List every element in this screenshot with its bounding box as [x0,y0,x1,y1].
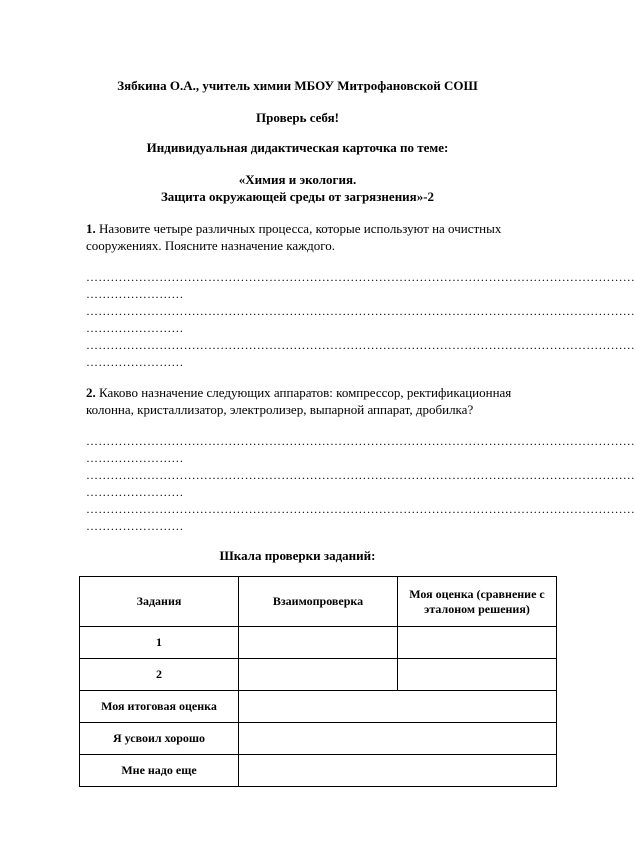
table-header-cell: Взаимопроверка [239,577,398,627]
check-yourself-heading: Проверь себя! [256,110,339,125]
answer-line[interactable]: ……………………………………………………………………………………………………………………… [86,434,635,448]
task-number-cell: 1 [80,627,239,659]
need-more-cell[interactable] [239,755,557,787]
table-row [80,691,557,723]
author-line: Зябкина О.А., учитель химии МБОУ Митрофановской СОШ [117,78,478,93]
answer-line[interactable]: …………………… [86,355,184,369]
answer-line[interactable]: ……………………………………………………………………………………………………………………… [86,270,635,284]
card-title: Индивидуальная дидактическая карточка по теме: [146,140,449,155]
self-grade-cell[interactable] [398,627,557,659]
question-text: Каково назначение следующих аппаратов: компрессор, ректификационная колонна, кристаллизатор, электролизер, выпарной аппарат, дробилка? [86,385,512,417]
table-header-cell: Задания [80,577,239,627]
table-header-row [80,577,557,627]
question-2 [86,384,556,418]
check-scale-table [79,576,557,787]
final-grade-cell[interactable] [239,691,557,723]
need-more-label: Мне надо еще [80,755,239,787]
task-number-cell: 2 [80,659,239,691]
question-text: Назовите четыре различных процесса, которые используют на очистных сооружениях. Поясните назначение каждого. [86,221,502,253]
answer-line[interactable]: …………………… [86,451,184,465]
topic-line-2: Защита окружающей среды от загрязнения»-2 [160,189,435,204]
answer-line[interactable]: …………………… [86,321,184,335]
final-grade-label: Моя итоговая оценка [80,691,239,723]
table-row [80,755,557,787]
table-row [80,659,557,691]
answer-line[interactable]: ……………………………………………………………………………………………………………………… [86,468,635,482]
answer-line[interactable]: …………………… [86,485,184,499]
table-row [80,627,557,659]
question-number: 1. [86,221,96,236]
answer-line[interactable]: …………………… [86,287,184,301]
peer-check-cell[interactable] [239,627,398,659]
answer-line[interactable]: ……………………………………………………………………………………………………………………… [86,502,635,516]
answer-line[interactable]: ……………………………………………………………………………………………………………………… [86,304,635,318]
topic-line-1: «Химия и экология. [238,172,357,187]
table-header-cell: Моя оценка (сравнение с эталоном решения) [398,577,557,627]
self-grade-cell[interactable] [398,659,557,691]
learned-well-cell[interactable] [239,723,557,755]
question-1 [86,220,556,254]
table-row [80,723,557,755]
scale-title: Шкала проверки заданий: [219,548,376,563]
answer-line[interactable]: ……………………………………………………………………………………………………………………… [86,338,635,352]
question-number: 2. [86,385,96,400]
peer-check-cell[interactable] [239,659,398,691]
learned-well-label: Я усвоил хорошо [80,723,239,755]
answer-line[interactable]: …………………… [86,519,184,533]
